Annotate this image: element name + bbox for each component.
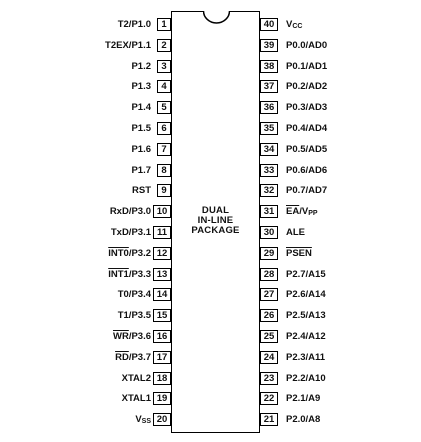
pin-row: [260, 101, 421, 115]
pin-label-active-low: $\overline{WR}$: [112, 331, 129, 342]
pin-row: [0, 184, 171, 198]
pin-number: 29: [260, 247, 278, 260]
pin-row: [0, 247, 171, 261]
pin-label: RxD/P3.0: [109, 206, 151, 218]
pin-label-active-low: INT1: [108, 268, 129, 280]
pin-number: 39: [260, 39, 278, 52]
pin-row: [260, 143, 421, 157]
pin-row: [260, 309, 421, 323]
pin-number: 1: [157, 18, 171, 31]
pin-number: 4: [157, 80, 171, 93]
pin-number: 17: [153, 351, 171, 364]
pin-number: 31: [260, 205, 278, 218]
pin-number: 27: [260, 288, 278, 301]
pin-row: [0, 18, 171, 32]
pin-label: ALE: [286, 227, 305, 238]
pin-label: XTAL2: [121, 372, 151, 384]
pin-label: VSS: [135, 414, 151, 426]
pin-label: P2.7/A15: [286, 268, 326, 280]
pin-number: 3: [157, 60, 171, 73]
pin-number: 28: [260, 268, 278, 281]
pin-label-active-low: INT0: [108, 247, 129, 259]
pin-label: P0.4/AD4: [286, 123, 328, 134]
pin-row: [260, 39, 421, 53]
pin-number: 40: [260, 18, 278, 31]
pin-row: [0, 205, 171, 219]
package-label-line: IN-LINE: [197, 215, 234, 226]
pin-label: P2.0/A8: [286, 414, 321, 426]
pin-label: $\overline{WR}/P3.6$: [112, 331, 151, 342]
pin-number: 34: [260, 143, 278, 156]
pin-label: P1.2: [131, 60, 151, 72]
pin-number: 20: [153, 413, 171, 426]
pin-label: P1.4: [131, 102, 151, 114]
pin-label: T2EX/P1.1: [105, 39, 151, 51]
pin-number: 37: [260, 80, 278, 93]
pin-row: [260, 122, 421, 136]
pin-number: 13: [153, 268, 171, 281]
pin-number: 14: [153, 288, 171, 301]
pin-row: [260, 80, 421, 94]
pin-row: [260, 226, 421, 240]
pin-row: [260, 268, 421, 282]
pin-row: [0, 330, 171, 344]
pin-label: T0/P3.4: [117, 289, 151, 301]
pin-number: 5: [157, 101, 171, 114]
pin-label: P2.2/A10: [286, 372, 326, 384]
pin-label: INT0/P3.2: [108, 247, 151, 259]
pin-row: [0, 60, 171, 74]
pin-row: [260, 392, 421, 406]
package-label-line: PACKAGE: [191, 225, 240, 236]
pin-label: XTAL1: [121, 393, 151, 405]
pin-row: [0, 268, 171, 282]
pin-number: 35: [260, 122, 278, 135]
pin-row: [0, 164, 171, 178]
pin-row: [260, 288, 421, 302]
pin-label: P1.5: [131, 123, 151, 134]
pin-row: [0, 372, 171, 386]
pin-label: P1.3: [131, 81, 151, 93]
pin-number: 10: [153, 205, 171, 218]
pin-row: [0, 392, 171, 406]
pin-number: 22: [260, 392, 278, 405]
pin-label: T2/P1.0: [117, 19, 151, 30]
pin-row: [260, 372, 421, 386]
pin-label: $\overline{RD}/P3.7$: [115, 351, 151, 363]
pin-number: 36: [260, 101, 278, 114]
pin-row: [0, 413, 171, 427]
pin-label-subscript: PP: [308, 210, 318, 218]
pin-label: RST: [132, 185, 151, 197]
pin-row: [260, 60, 421, 74]
pin-row: [260, 330, 421, 344]
pin-number: 32: [260, 184, 278, 197]
pin-label-active-low: $\overline{RD}$: [115, 351, 129, 363]
pin-label-active-low: PSEN: [286, 247, 312, 259]
pin-number: 33: [260, 164, 278, 177]
pin-label: P0.7/AD7: [286, 185, 328, 197]
pin-number: 21: [260, 413, 278, 426]
package-label: [171, 206, 260, 236]
package-label-line: DUAL: [201, 205, 230, 216]
pin-number: 6: [157, 122, 171, 135]
package-notch: [203, 10, 230, 24]
pin-label: P0.2/AD2: [286, 81, 328, 93]
pin-row: [260, 184, 421, 198]
pin-number: 12: [153, 247, 171, 260]
pin-label-subscript: CC: [292, 23, 303, 30]
pin-number: 30: [260, 226, 278, 239]
pin-label: P0.5/AD5: [286, 143, 328, 155]
pin-label: P2.3/A11: [286, 351, 326, 363]
pin-number: 15: [153, 309, 171, 322]
pin-label: P2.5/A13: [286, 310, 326, 322]
pin-label: P1.6: [131, 143, 151, 155]
pin-row: [0, 39, 171, 53]
pin-row: [0, 101, 171, 115]
pin-number: 11: [153, 226, 171, 239]
pin-label: P2.4/A12: [286, 331, 326, 342]
pin-number: 8: [157, 164, 171, 177]
pin-number: 7: [157, 143, 171, 156]
pin-row: [0, 288, 171, 302]
pin-label: P0.3/AD3: [286, 102, 328, 114]
pin-label: $\overline{EA}$/VPP: [286, 206, 318, 218]
pin-row: [0, 80, 171, 94]
pin-label-active-low: $\overline{EA}$: [286, 206, 300, 218]
pin-label: P0.1/AD1: [286, 60, 328, 72]
pin-row: [0, 143, 171, 157]
pin-label: T1/P3.5: [117, 310, 151, 322]
pin-row: [0, 122, 171, 136]
pin-label: INT1/P3.3: [108, 268, 151, 280]
pin-number: 9: [157, 184, 171, 197]
pin-label: VCC: [286, 19, 303, 30]
pin-number: 38: [260, 60, 278, 73]
pin-number: 18: [153, 372, 171, 385]
pin-label: P1.7: [131, 164, 151, 176]
pin-row: [260, 18, 421, 32]
pin-label: TxD/P3.1: [110, 227, 151, 238]
pin-row: [260, 247, 421, 261]
pin-label: P0.0/AD0: [286, 39, 328, 51]
pin-number: 2: [157, 39, 171, 52]
pin-row: [260, 413, 421, 427]
pin-label: P2.1/A9: [286, 393, 321, 405]
pin-number: 16: [153, 330, 171, 343]
pin-number: 19: [153, 392, 171, 405]
pin-row: [260, 351, 421, 365]
pin-label: P0.6/AD6: [286, 164, 328, 176]
pin-label-subscript: SS: [141, 418, 151, 426]
pin-row: [260, 205, 421, 219]
pin-label: P2.6/A14: [286, 289, 326, 301]
pin-label: [286, 247, 312, 260]
pin-row: [0, 309, 171, 323]
pin-row: [0, 351, 171, 365]
pin-number: 24: [260, 351, 278, 364]
pin-number: 23: [260, 372, 278, 385]
pin-row: [0, 226, 171, 240]
pin-number: 25: [260, 330, 278, 343]
pin-number: 26: [260, 309, 278, 322]
pin-row: [260, 164, 421, 178]
